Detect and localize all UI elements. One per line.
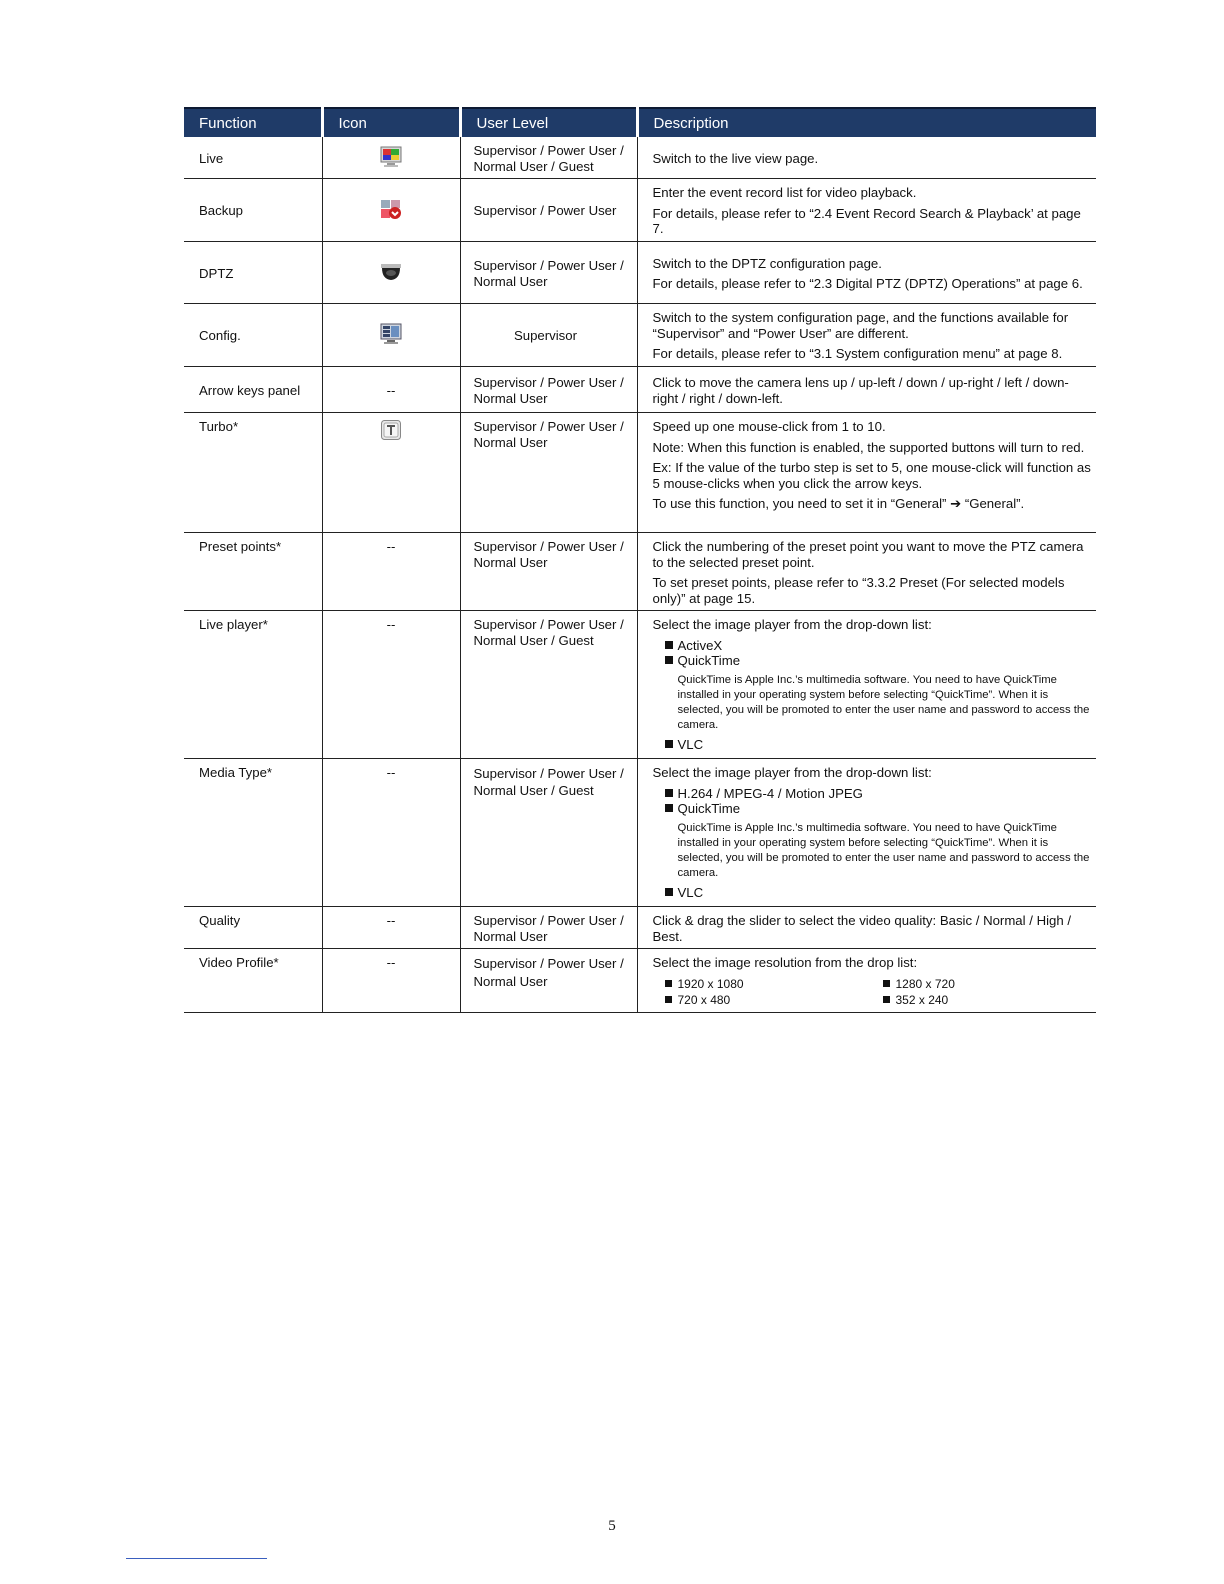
description — [637, 413, 1096, 533]
bullet-square-icon — [665, 804, 673, 812]
function-name: DPTZ — [184, 242, 322, 304]
list-item — [665, 786, 1095, 802]
description-intro: Select the image player from the drop-down list: — [652, 765, 932, 780]
list-item — [665, 638, 1095, 654]
description-line: To use this function, you need to set it in “General” ➔ “General”. — [652, 496, 1025, 511]
option-list — [653, 885, 1095, 901]
function-name: Preset points* — [184, 533, 322, 611]
header-icon: Icon — [322, 108, 460, 137]
description — [637, 179, 1096, 242]
option-list — [653, 786, 1095, 817]
user-level: Supervisor / Power User / Normal User — [460, 907, 637, 949]
description-line: Switch to the DPTZ configuration page. — [652, 255, 882, 271]
table-row — [184, 611, 1096, 759]
description-line: Click the numbering of the preset point you want to move the PTZ camera to the selected preset point. — [652, 539, 1084, 570]
icon-cell: -- — [322, 907, 460, 949]
description-line: Switch to the system configuration page, and the functions available for “Supervisor” and “Power User” are different. — [652, 310, 1069, 341]
icon-cell: -- — [322, 949, 460, 1013]
description-line: For details, please refer to “2.4 Event Record Search & Playback’ at page 7. — [652, 205, 1081, 237]
user-level: Supervisor / Power User / Normal User / Guest — [460, 611, 637, 759]
icon-cell — [322, 137, 460, 179]
function-name: Media Type* — [184, 759, 322, 907]
resolution-label: 352 x 240 — [895, 992, 949, 1007]
description — [637, 611, 1096, 759]
function-name: Backup — [184, 179, 322, 242]
config-settings-icon — [380, 323, 402, 345]
option-list — [653, 638, 1095, 669]
list-item — [665, 885, 1095, 901]
resolution-label: 1280 x 720 — [895, 976, 955, 991]
backup-event-list-icon — [380, 198, 402, 220]
table-row — [184, 413, 1096, 533]
icon-cell — [322, 413, 460, 533]
description — [637, 367, 1096, 413]
user-level: Supervisor / Power User / Normal User — [460, 242, 637, 304]
table-row — [184, 179, 1096, 242]
function-name: Config. — [184, 304, 322, 367]
user-level: Supervisor / Power User / Normal User / Guest — [460, 137, 637, 179]
description-line: Note: When this function is enabled, the supported buttons will turn to red. — [652, 439, 1085, 455]
table-row — [184, 533, 1096, 611]
description-intro: Select the image resolution from the drop list: — [652, 955, 918, 970]
live-view-monitor-icon — [380, 146, 402, 168]
quicktime-note: QuickTime is Apple Inc.’s multimedia software. You need to have QuickTime installed in your operating system before selecting “QuickTime”. When it is selected, you will be promoted to enter the user name and password to access the camera. — [677, 821, 1090, 879]
option-label: VLC — [677, 884, 704, 900]
icon-cell: -- — [322, 759, 460, 907]
icon-cell: -- — [322, 367, 460, 413]
list-item — [665, 737, 1095, 753]
bullet-square-icon — [883, 996, 890, 1003]
resolution-label: 720 x 480 — [677, 992, 731, 1007]
function-name: Live player* — [184, 611, 322, 759]
user-level: Supervisor / Power User / Normal User — [460, 949, 637, 1013]
table-header-row — [184, 108, 1096, 137]
bullet-square-icon — [883, 980, 890, 987]
table-row — [184, 907, 1096, 949]
option-label: ActiveX — [677, 637, 723, 653]
description-line: Switch to the live view page. — [652, 150, 819, 166]
description — [637, 759, 1096, 907]
resolution-label: 1920 x 1080 — [677, 976, 744, 991]
list-item — [665, 801, 1095, 817]
icon-cell — [322, 179, 460, 242]
option-label: H.264 / MPEG-4 / Motion JPEG — [677, 785, 863, 801]
function-name: Turbo* — [184, 413, 322, 533]
description — [637, 533, 1096, 611]
function-table — [184, 107, 1096, 1013]
description-intro: Select the image player from the drop-down list: — [652, 617, 932, 632]
function-name: Quality — [184, 907, 322, 949]
bullet-square-icon — [665, 980, 672, 987]
table-row — [184, 242, 1096, 304]
option-label: QuickTime — [677, 801, 741, 816]
header-description: Description — [637, 108, 1096, 137]
user-level: Supervisor / Power User / Normal User — [460, 367, 637, 413]
description-line: For details, please refer to “2.3 Digital PTZ (DPTZ) Operations” at page 6. — [652, 276, 1083, 291]
quicktime-note: QuickTime is Apple Inc.’s multimedia software. You need to have QuickTime installed in your operating system before selecting “QuickTime”. When it is selected, you will be promoted to enter the user name and password to access the camera. — [677, 673, 1090, 731]
bullet-square-icon — [665, 996, 672, 1003]
description — [637, 304, 1096, 367]
function-name: Live — [184, 137, 322, 179]
header-user-level: User Level — [460, 108, 637, 137]
description — [637, 242, 1096, 304]
user-level: Supervisor / Power User / Normal User — [460, 413, 637, 533]
icon-cell: -- — [322, 533, 460, 611]
list-item — [883, 992, 1063, 1008]
user-level: Supervisor / Power User / Normal User — [460, 533, 637, 611]
bullet-square-icon — [665, 789, 673, 797]
description-line: Click & drag the slider to select the video quality: Basic / Normal / High / Best. — [652, 913, 1072, 944]
icon-cell — [322, 242, 460, 304]
function-name: Video Profile* — [184, 949, 322, 1013]
description — [637, 907, 1096, 949]
table-row — [184, 137, 1096, 179]
list-item — [665, 976, 883, 992]
description-line: Click to move the camera lens up / up-left / down / up-right / left / down-right / right / down-left. — [652, 375, 1069, 406]
bullet-square-icon — [665, 641, 673, 649]
bullet-square-icon — [665, 740, 673, 748]
resolution-list — [653, 976, 1095, 1008]
footnote-divider — [126, 1558, 267, 1559]
page-number: 5 — [608, 1518, 616, 1534]
option-label: QuickTime — [677, 653, 741, 668]
header-function: Function — [184, 108, 322, 137]
description-line: Speed up one mouse-click from 1 to 10. — [652, 419, 886, 434]
description-line: To set preset points, please refer to “3.3.2 Preset (For selected models only)” at page 15. — [652, 575, 1065, 606]
table-row — [184, 949, 1096, 1013]
icon-cell: -- — [322, 611, 460, 759]
user-level: Supervisor — [460, 304, 637, 367]
list-item — [665, 992, 883, 1008]
description-line: Ex: If the value of the turbo step is set to 5, one mouse-click will function as 5 mouse-clicks when you click the arrow keys. — [652, 460, 1091, 491]
bullet-square-icon — [665, 888, 673, 896]
table-row — [184, 367, 1096, 413]
icon-cell — [322, 304, 460, 367]
description-line: Enter the event record list for video playback. — [652, 185, 917, 201]
turbo-t-icon — [380, 419, 402, 441]
list-item — [665, 653, 1095, 669]
user-level: Supervisor / Power User — [460, 179, 637, 242]
description-line: For details, please refer to “3.1 System configuration menu” at page 8. — [652, 346, 1063, 362]
list-item — [883, 976, 1063, 992]
option-label: VLC — [677, 736, 704, 752]
bullet-square-icon — [665, 656, 673, 664]
user-level: Supervisor / Power User / Normal User / Guest — [460, 759, 637, 907]
table-row — [184, 304, 1096, 367]
table-row — [184, 759, 1096, 907]
description — [637, 949, 1096, 1013]
description — [637, 137, 1096, 179]
dome-camera-icon — [380, 261, 402, 283]
option-list — [653, 737, 1095, 753]
function-name: Arrow keys panel — [184, 367, 322, 413]
